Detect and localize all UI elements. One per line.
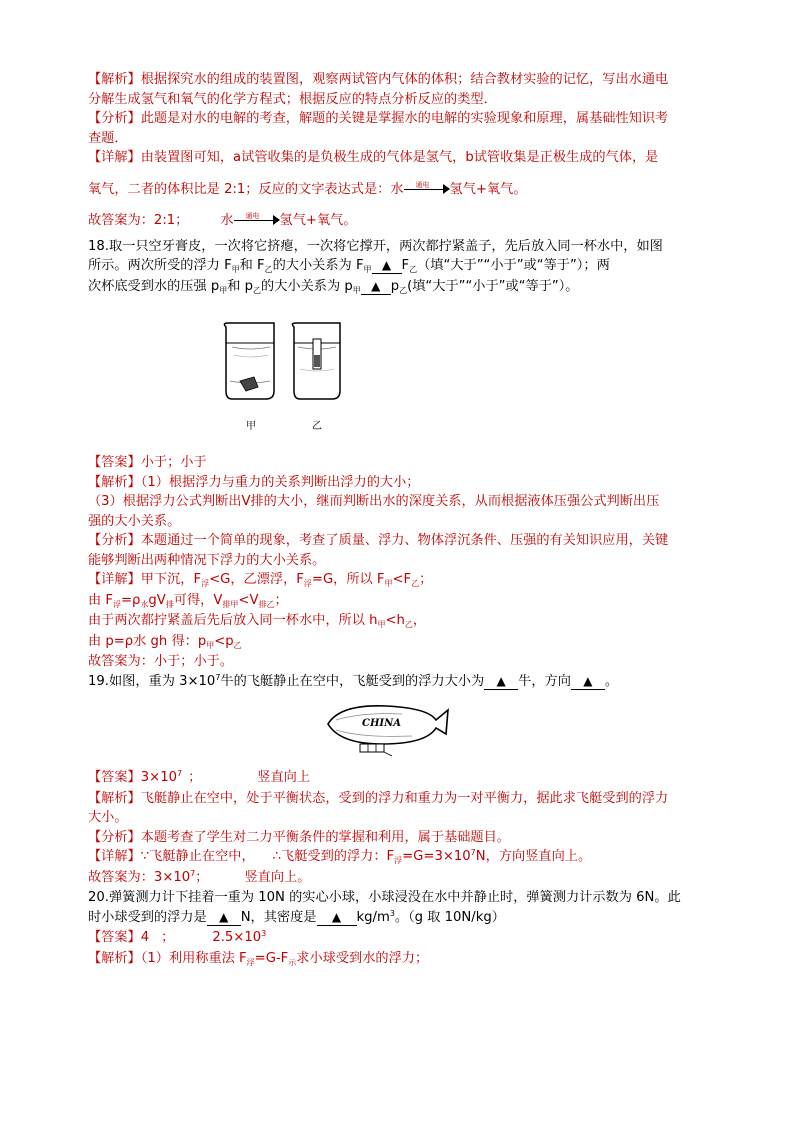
detail-text: <G，乙漂浮，F xyxy=(209,572,304,587)
detail-tag: 【详解】 xyxy=(88,150,141,165)
question-text: 。（g 取 10N/kg） xyxy=(394,909,505,925)
detail-text: <p xyxy=(214,633,234,649)
beakers-illustration xyxy=(218,321,358,436)
question-text: (填“大于”“小于”或“等于”）。 xyxy=(407,278,579,294)
subscript: 乙 xyxy=(399,285,408,295)
blank-marker-icon: ▲ xyxy=(331,909,342,924)
review-line xyxy=(88,531,708,551)
detail-line xyxy=(88,591,708,612)
question-text: F xyxy=(401,258,410,273)
answer-line xyxy=(88,211,708,231)
beaker-jia-icon xyxy=(224,323,274,399)
question-text: 20.弹簧测力计下挂着一重为 10N 的实心小球，小球浸没在水中并静止时，弹簧测力计示数为 6N。此 xyxy=(88,890,681,905)
question-18-stem xyxy=(88,277,708,298)
subscript: 排乙 xyxy=(258,599,275,609)
superscript: 3 xyxy=(389,908,395,918)
answer-blank[interactable] xyxy=(361,279,391,295)
superscript: 7 xyxy=(190,868,196,878)
blank-marker-icon: ▲ xyxy=(583,673,593,688)
subscript: 浮 xyxy=(394,856,403,865)
question-19-stem xyxy=(88,672,708,693)
question-text: 19.如图，重为 3×10 xyxy=(88,673,216,689)
question-text: 的大小关系为 p xyxy=(261,278,353,294)
subscript: 浮 xyxy=(303,579,312,588)
detail-line xyxy=(88,148,708,168)
detail-text: 氧气，二者的体积比是 2:1；反应的文字表达式是：水 xyxy=(88,181,404,197)
answer-line xyxy=(88,868,708,889)
superscript: 7 xyxy=(470,848,476,857)
analysis-text: 强的大小关系。 xyxy=(88,513,181,529)
question-text: 所示。两次所受的浮力 F xyxy=(88,258,232,273)
review-text: 本题考查了学生对二力平衡条件的掌握和利用，属于基础题目。 xyxy=(140,829,510,845)
detail-text: 由 p=ρ水 gh 得：p xyxy=(88,633,207,649)
detail-text: <F xyxy=(392,572,412,587)
blimp-text-label: CHINA xyxy=(362,718,401,729)
analysis-text: 分解生成氢气和氧气的化学方程式；根据反应的特点分析反应的类型． xyxy=(88,91,497,107)
blank-marker-icon: ▲ xyxy=(381,258,392,272)
blimp-illustration xyxy=(322,698,452,764)
question-18-stem xyxy=(88,256,708,277)
detail-line xyxy=(88,632,708,653)
answer-key-tag: 【答案】 xyxy=(88,770,141,785)
beaker-yi-icon xyxy=(292,323,340,399)
detail-line xyxy=(88,180,708,200)
detail-text: ； xyxy=(274,592,288,608)
analysis-text: 根据探究水的组成的装置图，观察两试管内气体的体积；结合教材实验的记忆，写出水通电 xyxy=(140,72,669,87)
answer-blank[interactable] xyxy=(207,910,241,926)
detail-text: ∵飞艇静止在空中， xyxy=(140,849,255,864)
document-page xyxy=(88,70,708,969)
answer-blank[interactable] xyxy=(372,258,402,274)
answer-key-line xyxy=(88,768,708,789)
subscript: 浮 xyxy=(246,957,255,967)
subscript: 甲 xyxy=(231,265,240,274)
detail-line xyxy=(88,570,708,591)
answer-text: 故答案为：小于；小于。 xyxy=(88,654,234,669)
answer-key-line xyxy=(88,453,708,473)
answer-text: 氢气+氧气。 xyxy=(279,213,357,228)
subscript: 乙 xyxy=(233,640,242,650)
question-text: 时小球受到的浮力是 xyxy=(88,909,207,925)
analysis-line xyxy=(88,808,708,828)
question-text: 。 xyxy=(604,673,619,689)
review-tag: 【分析】 xyxy=(88,829,141,845)
detail-text: ， xyxy=(412,613,427,628)
detail-text: ； xyxy=(419,572,433,587)
question-text: p xyxy=(390,278,400,294)
detail-line xyxy=(88,847,708,868)
detail-text: =G=3×10 xyxy=(402,849,471,864)
subscript: 甲 xyxy=(352,285,361,295)
reaction-arrow-icon xyxy=(234,213,280,227)
answer-key-text: ； xyxy=(188,770,202,785)
analysis-line xyxy=(88,949,708,970)
question-text: 18.取一只空牙膏皮，一次将它挤瘪，一次将它撑开，两次都拧紧盖子，先后放入同一杯水中，如图 xyxy=(88,238,663,254)
review-line xyxy=(88,129,708,149)
detail-text: <h xyxy=(385,613,405,628)
question-text: 和 F xyxy=(239,258,265,273)
subscript: 甲 xyxy=(384,579,393,588)
question-text: 次杯底受到水的压强 p xyxy=(88,278,220,294)
subscript: 甲 xyxy=(377,620,386,629)
subscript: 水 xyxy=(140,599,149,609)
subscript: 乙 xyxy=(253,285,262,295)
question-20-stem xyxy=(88,908,708,929)
detail-text: gV xyxy=(148,592,166,608)
detail-text: <V xyxy=(238,592,259,608)
blank-marker-icon: ▲ xyxy=(219,909,229,924)
question-text: 和 p xyxy=(227,278,254,294)
detail-tag: 【详解】 xyxy=(88,849,141,864)
analysis-text: =G-F xyxy=(254,950,289,966)
subscript: 示 xyxy=(288,957,297,967)
subscript: 排 xyxy=(165,599,174,609)
review-line xyxy=(88,828,708,848)
review-line xyxy=(88,109,708,129)
analysis-line xyxy=(88,473,708,493)
detail-tag: 【详解】 xyxy=(88,572,141,587)
subscript: 乙 xyxy=(264,265,273,274)
superscript: 3 xyxy=(261,929,267,938)
answer-blank[interactable] xyxy=(484,674,518,690)
question-text: 的大小关系为 F xyxy=(272,258,364,273)
detail-text: 由于两次都拧紧盖后先后放入同一杯水中，所以 h xyxy=(88,613,378,628)
answer-line xyxy=(88,652,708,672)
analysis-text: 飞艇静止在空中，处于平衡状态，受到的浮力和重力为一对平衡力，据此求飞艇受到的浮力 xyxy=(140,790,669,806)
figure-label-yi: 乙 xyxy=(312,421,322,432)
airship-icon xyxy=(328,706,448,756)
arrow-condition-label: 通电 xyxy=(245,212,260,220)
subscript: 乙 xyxy=(409,265,418,274)
review-tag: 【分析】 xyxy=(88,111,141,126)
answer-key-text: 小于；小于 xyxy=(140,455,207,470)
figure-label-jia: 甲 xyxy=(246,421,256,432)
arrow-condition-label: 通电 xyxy=(415,180,430,189)
subscript: 甲 xyxy=(219,285,228,295)
question-text: kg/m xyxy=(356,909,390,925)
answer-key-text: 2.5×10 xyxy=(212,930,262,945)
answer-text: 故答案为：2:1； xyxy=(88,213,189,228)
superscript: 7 xyxy=(176,769,183,778)
subscript: 乙 xyxy=(411,579,420,588)
analysis-tag: 【解析】 xyxy=(88,72,141,87)
detail-text: 由装置图可知，a试管收集的是负极生成的气体是氢气，b试管收集是正极生成的气体，是 xyxy=(140,150,659,165)
question-text: N，其密度是 xyxy=(240,909,317,925)
analysis-tag: 【解析】 xyxy=(88,950,141,966)
analysis-line xyxy=(88,90,708,110)
detail-text: 由 F xyxy=(88,592,113,608)
analysis-text: （1）根据浮力与重力的关系判断出浮力的大小； xyxy=(140,474,420,490)
analysis-text: 大小。 xyxy=(88,810,128,825)
detail-text: N，方向竖直向上。 xyxy=(475,849,592,864)
subscript: 甲 xyxy=(363,265,372,274)
blimp-figure xyxy=(88,692,708,768)
answer-text: ； xyxy=(195,869,209,885)
analysis-line xyxy=(88,789,708,809)
subscript: 乙 xyxy=(404,620,413,629)
detail-text: 氢气+氧气。 xyxy=(449,181,527,197)
blank-marker-icon: ▲ xyxy=(371,278,381,293)
question-text: 牛，方向 xyxy=(518,673,571,689)
detail-text: =G，所以 F xyxy=(311,572,385,587)
answer-key-text: 4 xyxy=(140,930,150,945)
subscript: 甲 xyxy=(206,640,215,650)
detail-text: =ρ xyxy=(120,592,141,608)
review-text: 此题是对水的电解的考查，解题的关键是掌握水的电解的实验现象和原理，属基础性知识考 xyxy=(140,111,669,126)
analysis-tag: 【解析】 xyxy=(88,790,141,806)
analysis-tag: 【解析】 xyxy=(88,474,141,490)
beakers-figure xyxy=(88,297,708,447)
review-text: 能够判断出两种情况下浮力的大小关系。 xyxy=(88,552,326,568)
review-text: 查题． xyxy=(88,130,128,146)
review-tag: 【分析】 xyxy=(88,533,141,548)
answer-key-tag: 【答案】 xyxy=(88,455,141,470)
answer-key-tag: 【答案】 xyxy=(88,930,141,945)
blank-marker-icon: ▲ xyxy=(496,673,506,688)
analysis-line xyxy=(88,492,708,512)
answer-key-line xyxy=(88,928,708,949)
analysis-line xyxy=(88,512,708,532)
reaction-arrow-icon xyxy=(404,182,450,196)
subscript: 浮 xyxy=(201,579,210,588)
superscript: 7 xyxy=(215,672,221,682)
analysis-text: （3）根据浮力公式判断出V排的大小，继而判断出水的深度关系，从而根据液体压强公式判断出压 xyxy=(88,494,660,509)
answer-blank[interactable] xyxy=(317,910,357,926)
answer-key-text: 3×10 xyxy=(140,770,177,785)
answer-text: 竖直向上。 xyxy=(244,869,311,885)
subscript: 浮 xyxy=(112,599,121,609)
subscript: 排甲 xyxy=(222,599,239,609)
answer-key-text: ； xyxy=(161,930,175,945)
review-text: 本题通过一个简单的现象，考查了质量、浮力、物体浮沉条件、压强的有关知识应用，关键 xyxy=(140,533,669,548)
answer-key-text: 竖直向上 xyxy=(257,770,311,785)
question-20-stem xyxy=(88,888,708,908)
analysis-line xyxy=(88,70,708,90)
analysis-text: （1）利用称重法 F xyxy=(140,950,247,966)
analysis-text: 求小球受到水的浮力； xyxy=(296,950,429,966)
answer-text: 故答案为：3×10 xyxy=(88,869,191,885)
detail-text: 甲下沉，F xyxy=(140,572,202,587)
question-text: （填“大于”“小于”或“等于”）；两 xyxy=(417,258,610,273)
detail-text: 可得，V xyxy=(173,592,223,608)
question-text: 牛的飞艇静止在空中，飞艇受到的浮力大小为 xyxy=(220,673,485,689)
review-line xyxy=(88,551,708,571)
question-18-stem xyxy=(88,237,708,257)
detail-text: ∴飞艇受到的浮力：F xyxy=(272,849,395,864)
answer-text: 水 xyxy=(220,213,234,228)
answer-blank[interactable] xyxy=(571,674,605,690)
detail-line xyxy=(88,611,708,632)
